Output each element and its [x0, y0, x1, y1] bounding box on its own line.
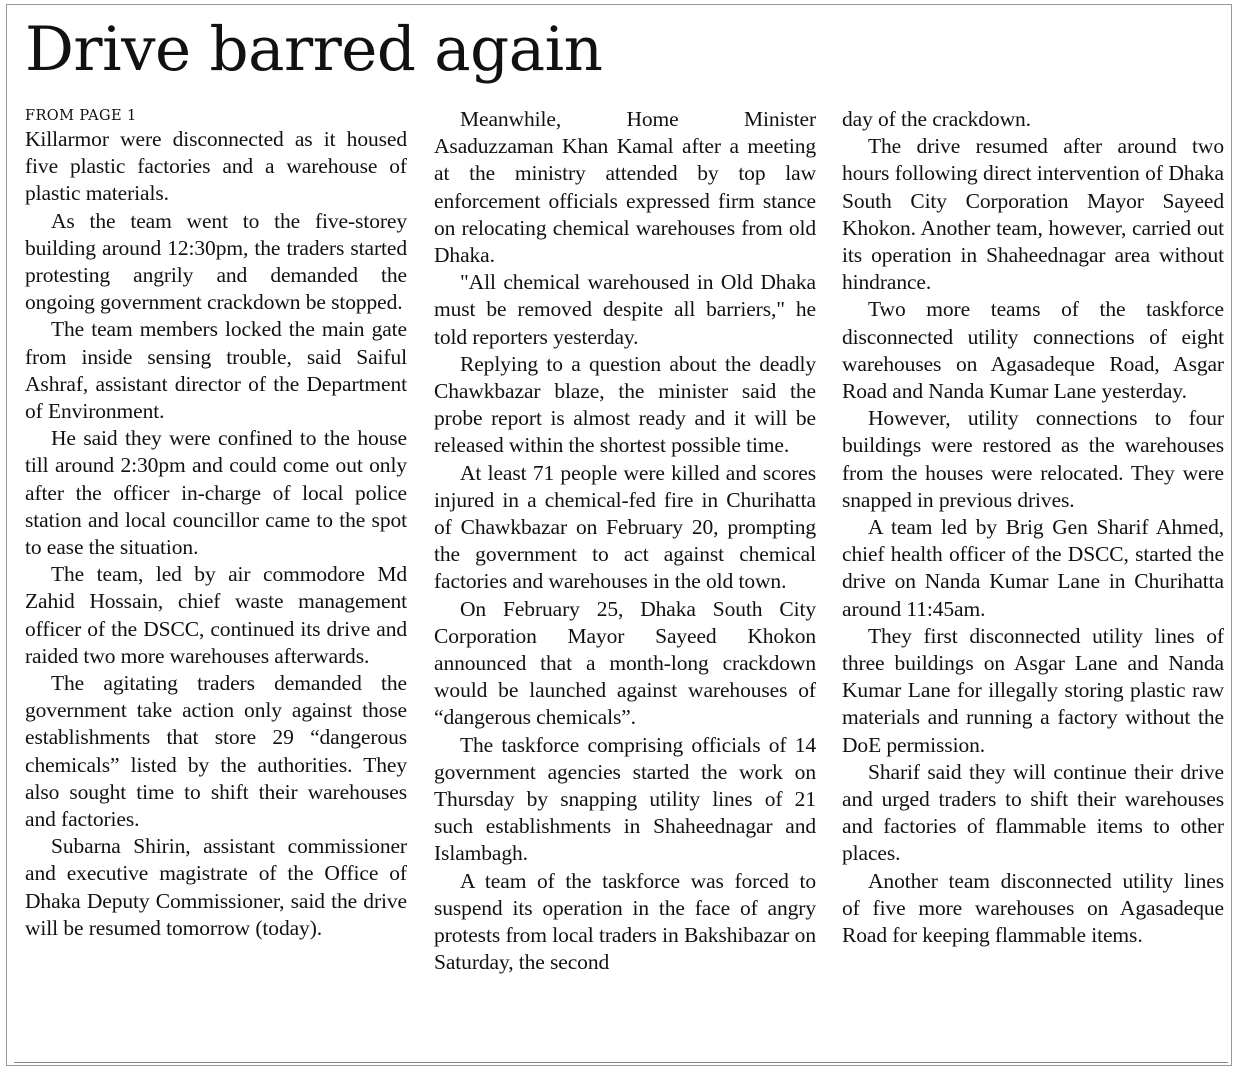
- paragraph: Two more teams of the taskforce disconnected utility connections of eight warehouses on Agasadeque Road, Asgar Road and Nanda Kumar Lane yesterday.: [842, 297, 1224, 404]
- paragraph: The agitating traders demanded the government take action only against those establishments that store 29 “dangerous chemicals” listed by the authorities. They also sought time to shift their warehouses and factories.: [25, 671, 407, 832]
- paragraph: A team led by Brig Gen Sharif Ahmed, chief health officer of the DSCC, started the drive on Nanda Kumar Lane in Churihatta around 11:45am.: [842, 515, 1224, 621]
- column-3: [842, 106, 1224, 1056]
- paragraph: They first disconnected utility lines of three buildings on Asgar Lane and Nanda Kumar Lane for illegally storing plastic raw materials and running a factory without the DoE permission.: [842, 623, 1224, 757]
- article-frame: [6, 4, 1232, 1066]
- paragraph: The team, led by air commodore Md Zahid Hossain, chief waste management officer of the DSCC, continued its drive and raided two more warehouses afterwards.: [25, 562, 407, 668]
- bottom-rule: [14, 1062, 1228, 1063]
- paragraph: The taskforce comprising officials of 14 government agencies started the work on Thursday by snapping utility lines of 21 such establishments in Shaheednagar and Islambagh.: [434, 732, 816, 866]
- column-1: [25, 104, 407, 1054]
- paragraph: The drive resumed after around two hours following direct intervention of Dhaka South City Corporation Mayor Sayeed Khokon. Another team, however, carried out its operation in Shaheednagar area without hindrance.: [842, 134, 1224, 295]
- paragraph: Another team disconnected utility lines of five more warehouses on Agasadeque Road for keeping flammable items.: [842, 868, 1224, 948]
- paragraph: Subarna Shirin, assistant commissioner and executive magistrate of the Office of Dhaka Deputy Commissioner, said the drive will be resumed tomorrow (today).: [25, 834, 407, 940]
- column-2: [434, 106, 816, 1056]
- article-body: [25, 104, 1225, 1054]
- paragraph: Replying to a question about the deadly Chawkbazar blaze, the minister said the probe report is almost ready and it will be released within the shortest possible time.: [434, 351, 816, 458]
- paragraph: The team members locked the main gate from inside sensing trouble, said Saiful Ashraf, assistant director of the Department of Environment.: [25, 317, 407, 424]
- paragraph: Sharif said they will continue their drive and urged traders to shift their warehouses and factories of flammable items to other places.: [842, 759, 1224, 866]
- paragraph: day of the crackdown.: [842, 107, 1031, 131]
- paragraph: As the team went to the five-storey building around 12:30pm, the traders started protesting angrily and demanded the ongoing government crackdown be stopped.: [25, 208, 407, 315]
- paragraph: A team of the taskforce was forced to suspend its operation in the face of angry protests from local traders in Bakshibazar on Saturday, the second: [434, 868, 816, 975]
- continuation-kicker: FROM PAGE 1: [25, 108, 137, 124]
- paragraph: At least 71 people were killed and scores injured in a chemical-fed fire in Churihatta of Chawkbazar on February 20, prompting the government to act against chemical factories and warehouses in the old town.: [434, 460, 816, 594]
- paragraph: Killarmor were disconnected as it housed five plastic factories and a warehouse of plastic materials.: [25, 127, 407, 206]
- headline: Drive barred again: [25, 14, 603, 85]
- paragraph: However, utility connections to four buildings were restored as the warehouses from the houses were relocated. They were snapped in previous drives.: [842, 406, 1224, 512]
- paragraph: He said they were confined to the house till around 2:30pm and could come out only after the officer in-charge of local police station and local councillor came to the spot to ease the situation.: [25, 426, 407, 560]
- paragraph: On February 25, Dhaka South City Corporation Mayor Sayeed Khokon announced that a month-long crackdown would be launched against warehouses of “dangerous chemicals”.: [434, 596, 816, 730]
- paragraph: "All chemical warehoused in Old Dhaka must be removed despite all barriers," he told reporters yesterday.: [434, 270, 816, 349]
- paragraph: Meanwhile, Home Minister Asaduzzaman Khan Kamal after a meeting at the ministry attended by top law enforcement officials expressed firm stance on relocating chemical warehouses from old Dhaka.: [434, 107, 816, 268]
